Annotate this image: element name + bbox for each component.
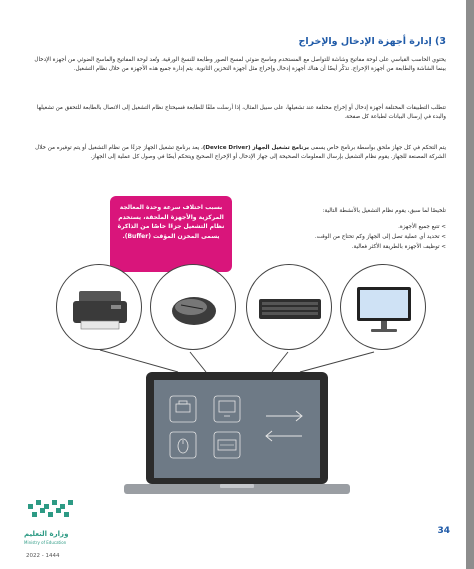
task-item: > تتبع جميع الأجهزة. xyxy=(398,224,446,230)
section-heading: 3) إدارة أجهزة الإدخال والإخراج xyxy=(298,36,446,47)
monitor-icon xyxy=(214,396,240,422)
keyboard-icon xyxy=(214,432,240,458)
page-number: 34 xyxy=(437,526,450,536)
ministry-name-en: Ministry of Education xyxy=(24,540,67,545)
exchange-arrows-icon xyxy=(266,411,302,441)
paragraph-intro: يحتوي الحاسب القياسي على لوحة مفاتيح وشاشة للتواصل مع المستخدم وماسح ضوئي لمسح الصور وطابعة للنسخ الورقية. وتُعد لوحة المفاتيح والماسح الضوئي من أجهزة الإدخال بينما الشاشة والطابعة من أجهزة الإخراج. تذكّر أيضًا أن هناك أجهزة إدخال وإخراج مثل أجهزة التخزين الثانوية. يتم إدارة جميع هذه الأجهزة من خلال نظام التشغيل. xyxy=(34,57,446,72)
tasks-intro: تلخيصًا لما سبق، يقوم نظام التشغيل بالأنشطة التالية: xyxy=(322,208,446,214)
device-driver-text-b: ، يعد برنامج تشغيل الجهاز جزءًا من نظام التشغيل أو يتم توفيره من خلال الشركة المصنعة للجهاز. يقوم نظام التشغيل بإرسال المعلومات الصحيحة إلى جهاز الإدخال أو الإخراج الصحيح ويتحكم أيضًا في وصول كل عملية إلى الجهاز. xyxy=(35,145,446,160)
printer-icon xyxy=(170,396,196,422)
paragraph-applications: تتطلب التطبيقات المختلفة أجهزة إدخال أو إخراج مختلفة عند تشغيلها، على سبيل المثال، إذا أرسلت ملفًا للطابعة فسيحتاج نظام التشغيل إلى الاتصال بالطابعة للتحقق من تشغيلها والبدء في إرسال البيانات لطباعة كل صفحة. xyxy=(36,105,446,120)
device-driver-term: برنامج تشغيل الجهاز (Device Driver) xyxy=(202,145,309,151)
task-item: > توظيف الأجهزة بالطريقة الأكثر فعالية. xyxy=(351,244,446,250)
buffer-callout: بسبب اختلاف سرعة وحدة المعالجة المركزية والأجهزة الملحقة، يستخدم نظام التشغيل جزءًا خاصًا من الذاكرة يسمى المخزن المؤقت (Buffer). xyxy=(110,196,232,272)
task-item: > تحديد أي عملية تصل إلى الجهاز وكم تحتاج من الوقت. xyxy=(314,234,446,240)
mouse-icon xyxy=(170,432,196,458)
device-driver-text-a: يتم التحكم في كل جهاز ملحق بواسطة برنامج خاص يسمى xyxy=(308,145,446,151)
edition-year: 2022 - 1444 xyxy=(26,553,60,559)
ministry-name: وزارة التعليم xyxy=(24,530,69,538)
